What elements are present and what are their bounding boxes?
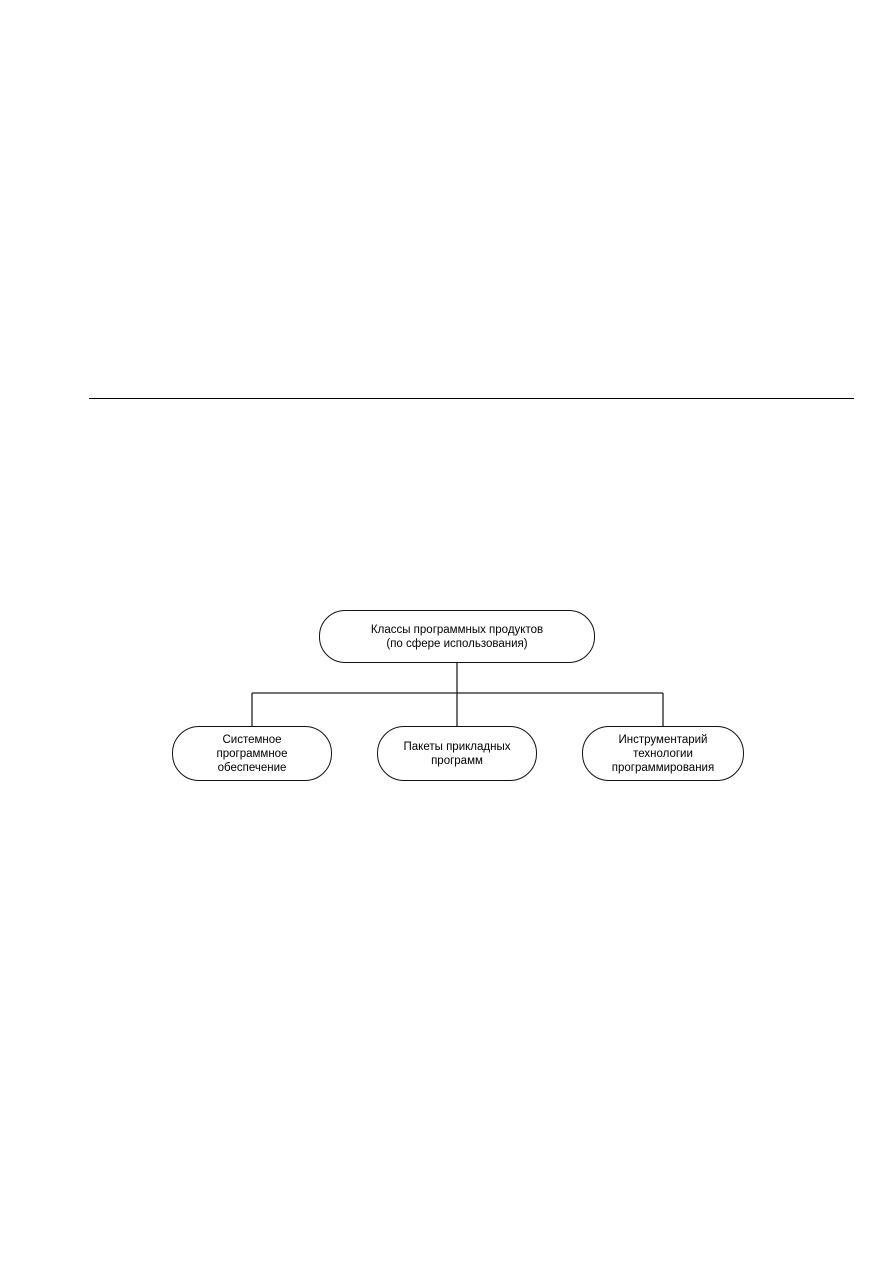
node-system-software: [172, 726, 332, 781]
root-node-software-classes: [319, 610, 595, 663]
node-application-packages-label: Пакеты прикладных программ: [403, 740, 511, 767]
node-programming-tools: [582, 726, 744, 781]
node-system-software-label: Системное программное обеспечение: [216, 733, 288, 774]
node-application-packages: [377, 726, 537, 781]
node-programming-tools-label: Инструментарий технологии программирования: [611, 733, 715, 774]
root-node-label: Классы программных продуктов (по сфере использования): [370, 623, 544, 650]
page-divider-line: [89, 398, 854, 399]
